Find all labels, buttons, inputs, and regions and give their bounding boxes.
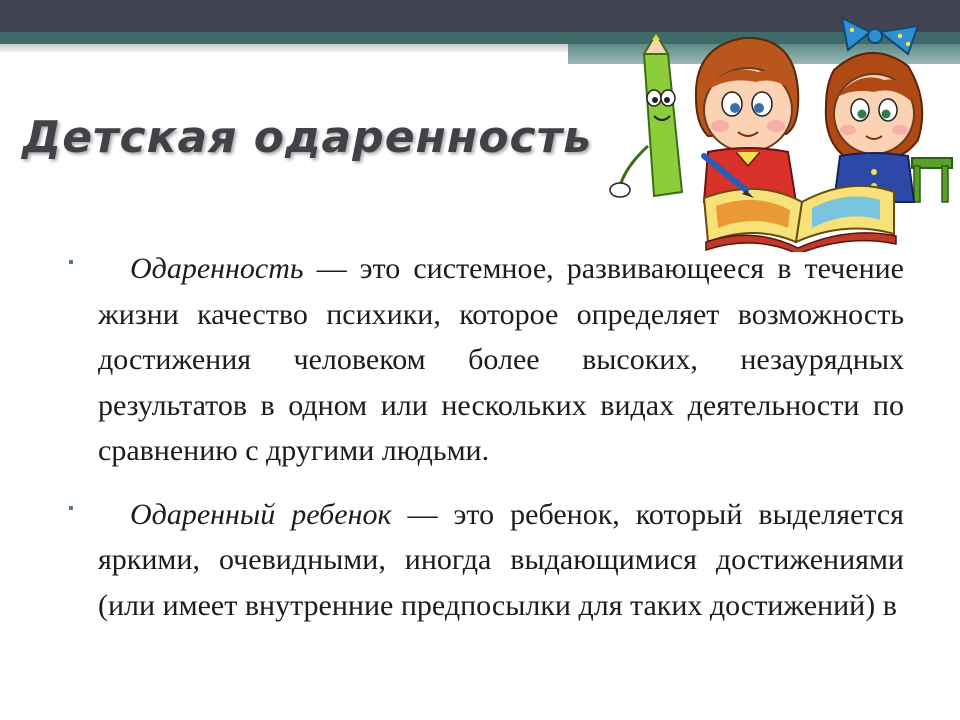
header-shadow-strip xyxy=(0,44,568,52)
definition-text: — это ребенок, который выделяется яркими, очевидными, иногда выдающимися достижениями (или имеет внутренние предпосылки для таких достижений) в xyxy=(98,497,904,622)
girl-character-icon xyxy=(826,18,922,202)
boy-character-icon xyxy=(696,38,798,202)
content-area xyxy=(62,246,904,646)
bullet-paragraph xyxy=(98,246,904,474)
bullet-marker: ▪ xyxy=(68,499,74,517)
bullet-paragraph xyxy=(98,492,904,629)
chair-icon xyxy=(912,158,952,202)
bullet-item xyxy=(62,246,904,474)
hair-bow-icon xyxy=(842,18,918,54)
bullet-item xyxy=(62,492,904,629)
pencil-character-icon xyxy=(610,34,682,197)
definition-term: Одаренный ребенок xyxy=(130,497,392,531)
slide-title: Детская одаренность xyxy=(22,112,592,163)
definition-text: — это системное, развивающееся в течение жизни качество психики, которое определяет возможность достижения человеком более высоких, незаурядных результатов в одном или нескольких видах деятельности по сравнению с другими людьми. xyxy=(98,252,904,467)
children-reading-illustration-icon xyxy=(608,6,960,252)
definition-term: Одаренность xyxy=(130,252,304,285)
bullet-marker: ▪ xyxy=(68,254,74,271)
